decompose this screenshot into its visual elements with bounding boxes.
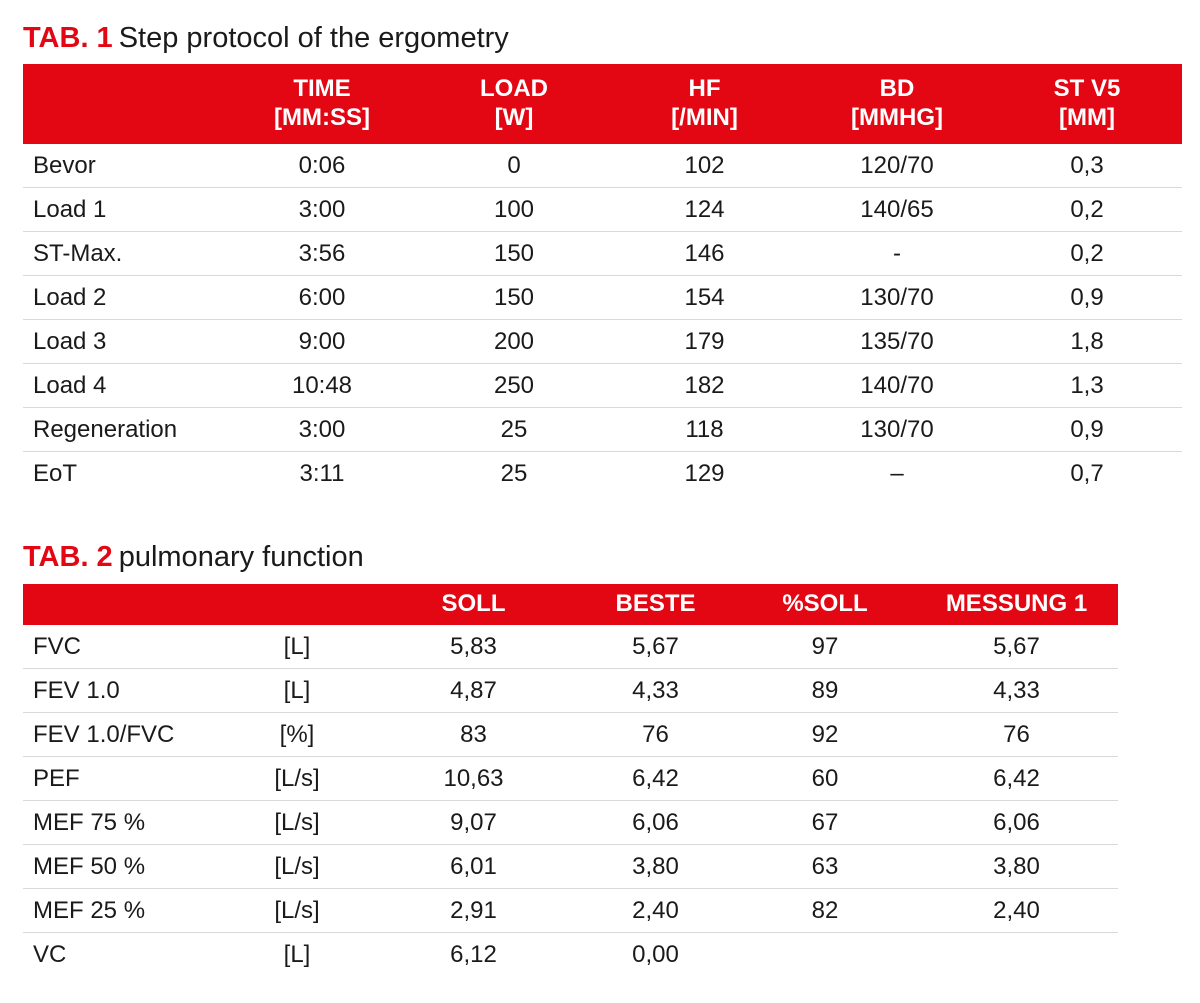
table1-header-bd: BD [MMHG] — [851, 75, 943, 131]
soll-cell: 6,01 — [371, 845, 576, 889]
pulmonary-function-table — [23, 584, 1118, 976]
beste-cell: 4,33 — [576, 669, 735, 713]
bd-cell: 140/70 — [802, 364, 992, 408]
load-cell: 25 — [500, 459, 528, 487]
table2-header-soll: SOLL — [441, 590, 506, 618]
st-v5-cell: 0,2 — [992, 188, 1182, 232]
table2-title — [23, 541, 364, 574]
st-v5-cell: 0,2 — [992, 232, 1182, 276]
time-cell: 10:48 — [223, 364, 421, 408]
st-v5-cell: 0,3 — [992, 144, 1182, 188]
row-label: FEV 1.0/FVC — [23, 713, 223, 757]
pct-soll-cell: 82 — [735, 889, 915, 933]
unit-cell: [%] — [223, 713, 371, 757]
st-v5-cell: 1,3 — [992, 364, 1182, 408]
load-cell: 150 — [421, 232, 607, 276]
table-row — [23, 276, 1182, 320]
table1-header-load: LOAD [W] — [480, 75, 548, 131]
table-row — [23, 845, 1118, 889]
table2-tag: TAB. 2 — [23, 541, 113, 573]
row-label: MEF 75 % — [23, 801, 223, 845]
pct-soll-cell: 67 — [735, 801, 915, 845]
load-cell: 250 — [421, 364, 607, 408]
table2-header-beste: BESTE — [615, 590, 696, 618]
step-protocol-table — [23, 64, 1182, 495]
row-label: Regeneration — [23, 408, 223, 452]
pct-soll-cell: 63 — [735, 845, 915, 889]
table-row — [23, 232, 1182, 276]
table2-header-cell — [223, 584, 371, 625]
hf-cell: 102 — [607, 144, 802, 188]
hf-cell: 179 — [607, 320, 802, 364]
soll-cell: 2,91 — [371, 889, 576, 933]
table-row — [23, 669, 1118, 713]
table-row — [23, 757, 1118, 801]
time-cell: 6:00 — [223, 276, 421, 320]
row-label: Load 1 — [23, 188, 223, 232]
time-cell: 9:00 — [223, 320, 421, 364]
pct-soll-cell — [735, 933, 915, 977]
pct-soll-cell: 60 — [735, 757, 915, 801]
messung-1-cell: 4,33 — [915, 669, 1118, 713]
bd-cell: 140/65 — [802, 188, 992, 232]
messung-1-cell: 6,06 — [915, 801, 1118, 845]
messung-1-cell: 2,40 — [915, 889, 1118, 933]
table1-header-cell — [23, 64, 223, 144]
table1-title — [23, 22, 509, 55]
unit-cell: [L] — [283, 940, 311, 968]
hf-cell: 129 — [684, 459, 725, 487]
unit-cell: [L/s] — [223, 845, 371, 889]
hf-cell: 124 — [607, 188, 802, 232]
row-label: PEF — [23, 757, 223, 801]
row-label: FVC — [23, 625, 223, 669]
table1-header-hf: HF [/MIN] — [671, 75, 738, 131]
hf-cell: 118 — [607, 408, 802, 452]
hf-cell: 182 — [607, 364, 802, 408]
beste-cell: 2,40 — [576, 889, 735, 933]
time-cell: 3:00 — [223, 188, 421, 232]
unit-cell: [L/s] — [223, 801, 371, 845]
unit-cell: [L/s] — [223, 889, 371, 933]
beste-cell: 0,00 — [632, 940, 679, 968]
table2-header-row — [23, 584, 1118, 625]
unit-cell: [L] — [223, 669, 371, 713]
row-label: Load 3 — [23, 320, 223, 364]
st-v5-cell: 0,9 — [992, 276, 1182, 320]
row-label: Load 2 — [23, 276, 223, 320]
bd-cell: 130/70 — [802, 408, 992, 452]
table-row — [23, 188, 1182, 232]
st-v5-cell: 1,8 — [992, 320, 1182, 364]
table-row — [23, 625, 1118, 669]
st-v5-cell: 0,7 — [1070, 459, 1104, 487]
soll-cell: 83 — [371, 713, 576, 757]
table1-tag: TAB. 1 — [23, 22, 113, 54]
table1-header-st-v5: ST V5 [MM] — [1053, 75, 1121, 131]
soll-cell: 4,87 — [371, 669, 576, 713]
time-cell: 3:00 — [223, 408, 421, 452]
messung-1-cell: 5,67 — [915, 625, 1118, 669]
table-row — [23, 364, 1182, 408]
row-label: MEF 25 % — [23, 889, 223, 933]
row-label: VC — [33, 940, 67, 968]
table2-header-pct-soll: %SOLL — [782, 590, 868, 618]
unit-cell: [L] — [223, 625, 371, 669]
soll-cell: 5,83 — [371, 625, 576, 669]
table1-header-time: TIME [MM:SS] — [274, 75, 370, 131]
beste-cell: 5,67 — [576, 625, 735, 669]
table2-header-cell — [23, 584, 223, 625]
pct-soll-cell: 92 — [735, 713, 915, 757]
table-row — [23, 933, 1118, 977]
messung-1-cell: 6,42 — [915, 757, 1118, 801]
load-cell: 0 — [421, 144, 607, 188]
bd-cell: 120/70 — [802, 144, 992, 188]
table-row — [23, 408, 1182, 452]
table-row — [23, 320, 1182, 364]
soll-cell: 10,63 — [371, 757, 576, 801]
beste-cell: 76 — [576, 713, 735, 757]
bd-cell: 130/70 — [802, 276, 992, 320]
soll-cell: 9,07 — [371, 801, 576, 845]
st-v5-cell: 0,9 — [992, 408, 1182, 452]
unit-cell: [L/s] — [223, 757, 371, 801]
time-cell: 3:56 — [223, 232, 421, 276]
row-label: Bevor — [23, 144, 223, 188]
row-label: EoT — [33, 459, 78, 487]
pct-soll-cell: 89 — [735, 669, 915, 713]
table1-header-row — [23, 64, 1182, 144]
time-cell: 3:11 — [299, 459, 345, 487]
table-row — [23, 452, 1182, 496]
table-row — [23, 713, 1118, 757]
beste-cell: 6,06 — [576, 801, 735, 845]
table1-title-text: Step protocol of the ergometry — [118, 22, 509, 54]
row-label: FEV 1.0 — [23, 669, 223, 713]
load-cell: 200 — [421, 320, 607, 364]
row-label: MEF 50 % — [23, 845, 223, 889]
beste-cell: 6,42 — [576, 757, 735, 801]
table2-title-text: pulmonary function — [118, 541, 364, 573]
table2-header-messung-1: MESSUNG 1 — [945, 590, 1088, 618]
load-cell: 150 — [421, 276, 607, 320]
table-row — [23, 889, 1118, 933]
hf-cell: 146 — [607, 232, 802, 276]
pct-soll-cell: 97 — [735, 625, 915, 669]
messung-1-cell — [915, 933, 1118, 977]
table-row — [23, 144, 1182, 188]
bd-cell: - — [802, 232, 992, 276]
soll-cell: 6,12 — [450, 940, 497, 968]
messung-1-cell: 3,80 — [915, 845, 1118, 889]
bd-cell: – — [890, 459, 904, 487]
load-cell: 25 — [421, 408, 607, 452]
messung-1-cell: 76 — [915, 713, 1118, 757]
time-cell: 0:06 — [223, 144, 421, 188]
bd-cell: 135/70 — [802, 320, 992, 364]
beste-cell: 3,80 — [576, 845, 735, 889]
row-label: ST-Max. — [23, 232, 223, 276]
hf-cell: 154 — [607, 276, 802, 320]
load-cell: 100 — [421, 188, 607, 232]
table-row — [23, 801, 1118, 845]
row-label: Load 4 — [23, 364, 223, 408]
